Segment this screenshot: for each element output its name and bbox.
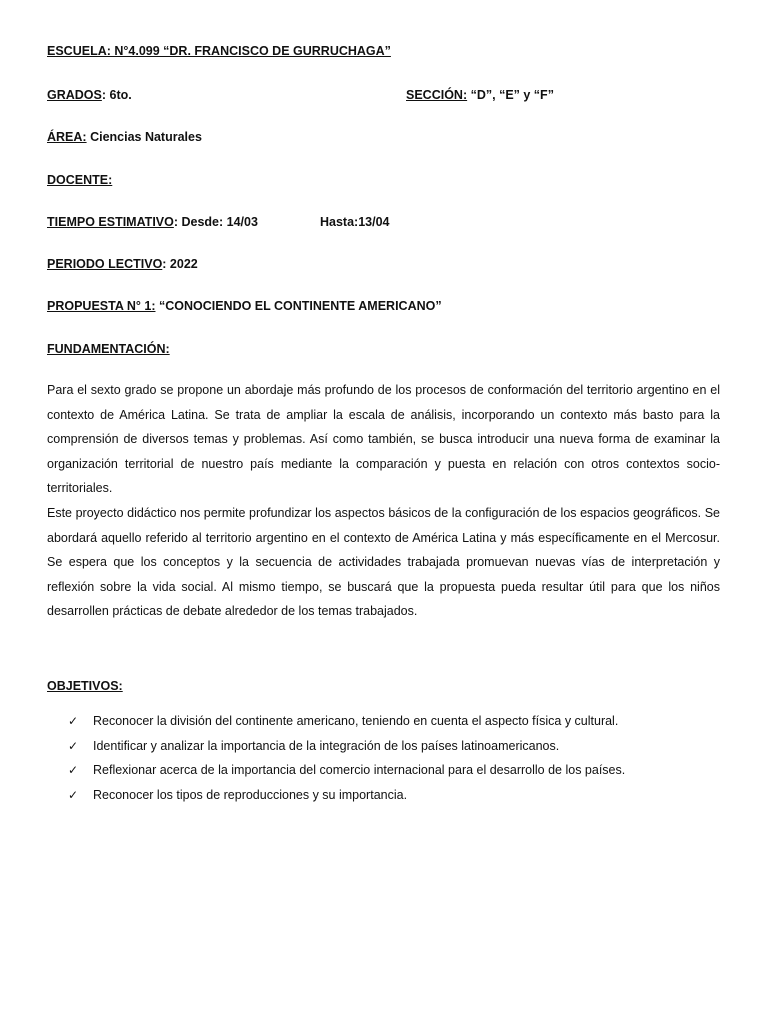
tiempo-hasta: Hasta:13/04 — [320, 215, 390, 229]
seccion-value: “D”, “E” y “F” — [467, 88, 554, 102]
fundamentacion-paragraph-2: Este proyecto didáctico nos permite profundizar los aspectos básicos de la configuración de los espacios geográficos. Se abordará aquello referido al territorio argentino en el contexto de América Latina y más específicamente en el Mercosur. Se espera que los conceptos y la secuencia de actividades trabajada promuevan nuevas vías de interpretación y reflexión sobre la vida social. Al mismo tiempo, se buscará que la propuesta pueda resultar útil para que los niños desarrollen prácticas de debate alrededor de los temas trabajados. — [47, 506, 720, 618]
list-item — [68, 758, 625, 783]
objetivos-list — [68, 709, 625, 807]
check-icon: ✓ — [68, 714, 79, 728]
objetivo-text: Reflexionar acerca de la importancia del comercio internacional para el desarrollo de los países. — [93, 763, 626, 778]
seccion-row — [406, 88, 554, 102]
objetivo-text: Reconocer los tipos de reproducciones y su importancia. — [93, 787, 408, 802]
seccion-label: SECCIÓN: — [406, 88, 468, 102]
list-item — [68, 783, 625, 808]
grados-value: : 6to. — [101, 88, 132, 102]
tiempo-label: TIEMPO ESTIMATIVO — [47, 215, 174, 229]
area-value: Ciencias Naturales — [86, 130, 202, 144]
list-item — [68, 734, 625, 759]
fundamentacion-paragraph-1: Para el sexto grado se propone un abordaje más profundo de los procesos de conformación del territorio argentino en el contexto de América Latina. Se trata de ampliar la escala de análisis, incorporando un contexto más basto para la comprensión de diversos temas y problemas. Así como también, se busca introducir una nueva forma de examinar la organización territorial de nuestro país mediante la comparación y puesta en relación con otros contextos socio-territoriales. — [47, 383, 720, 495]
fundamentacion-heading: FUNDAMENTACIÓN: — [47, 342, 170, 356]
periodo-row — [47, 257, 198, 271]
objetivo-text: Reconocer la división del continente americano, teniendo en cuenta el aspecto física y cultural. — [93, 714, 619, 728]
list-item — [68, 709, 625, 734]
grados-row — [47, 88, 132, 102]
tiempo-desde: : Desde: 14/03 — [173, 215, 258, 229]
area-label: ÁREA: — [47, 130, 87, 144]
check-icon: ✓ — [68, 787, 79, 802]
objetivo-text: Identificar y analizar la importancia de la integración de los países latinoamericanos. — [93, 738, 560, 753]
check-icon: ✓ — [68, 738, 79, 753]
objetivos-heading: OBJETIVOS: — [47, 679, 123, 693]
grados-label: GRADOS — [47, 88, 102, 102]
docente-label: DOCENTE: — [47, 173, 113, 187]
periodo-label: PERIODO LECTIVO — [47, 257, 163, 271]
area-row — [47, 130, 202, 144]
propuesta-value: “CONOCIENDO EL CONTINENTE AMERICANO” — [155, 299, 442, 313]
school-name: ESCUELA: N°4.099 “DR. FRANCISCO DE GURRUCHAGA” — [47, 44, 391, 58]
propuesta-row — [47, 299, 442, 313]
check-icon: ✓ — [68, 763, 79, 778]
propuesta-label: PROPUESTA N° 1: — [47, 299, 156, 313]
periodo-value: : 2022 — [162, 257, 198, 271]
tiempo-row — [47, 215, 258, 229]
